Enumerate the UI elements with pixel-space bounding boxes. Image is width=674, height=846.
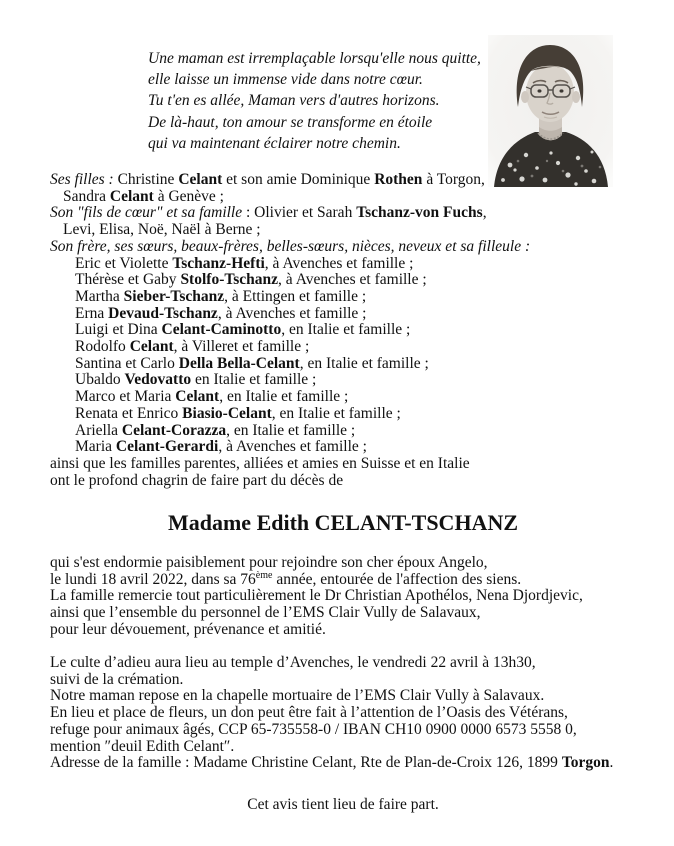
text-line: Levi, Elisa, Noë, Naël à Berne ;: [63, 221, 261, 239]
deceased-name-heading: Madame Edith CELANT-TSCHANZ: [167, 510, 519, 535]
text-line: Erna Devaud-Tschanz, à Avenches et famille ;: [75, 304, 367, 322]
text-line: Martha Sieber-Tschanz, à Ettingen et famille ;: [75, 287, 367, 305]
closing-line: Cet avis tient lieu de faire part.: [247, 796, 439, 813]
text-line: qui s'est endormie paisiblement pour rejoindre son cher époux Angelo,: [50, 554, 488, 571]
text-line: Tu t'en es allée, Maman vers d'autres horizons.: [148, 92, 440, 110]
text-line: Adresse de la famille : Madame Christine Celant, Rte de Plan-de-Croix 126, 1899 Torgon.: [50, 754, 614, 772]
family-announcement-block: [50, 172, 670, 489]
text-line: Renata et Enrico Biasio-Celant, en Italie et famille ;: [75, 404, 401, 422]
text-line: Son "fils de cœur" et sa famille : Olivier et Sarah Tschanz-von Fuchs,: [50, 204, 487, 222]
deceased-portrait-photo: [488, 35, 613, 187]
text-line: Thérèse et Gaby Stolfo-Tschanz, à Avenches et famille ;: [75, 271, 427, 289]
text-line: Luigi et Dina Celant-Caminotto, en Italie et famille ;: [75, 321, 411, 339]
text-line: Le culte d’adieu aura lieu au temple d’Avenches, le vendredi 22 avril à 13h30,: [50, 654, 536, 671]
text-line: qui va maintenant éclairer notre chemin.: [148, 134, 401, 152]
epigraph-poem: [148, 48, 481, 154]
text-line: refuge pour animaux âgés, CCP 65-735558-0 / IBAN CH10 0900 0000 6573 5558 0,: [50, 720, 577, 738]
text-line: ainsi que l’ensemble du personnel de l’EMS Clair Vully de Salavaux,: [50, 604, 481, 622]
text-line: mention ″deuil Edith Celant″.: [50, 737, 235, 755]
text-line: elle laisse un immense vide dans notre cœur.: [148, 71, 423, 89]
text-line: Notre maman repose en la chapelle mortuaire de l’EMS Clair Vully à Salavaux.: [50, 687, 545, 705]
text-line: Marco et Maria Celant, en Italie et famille ;: [75, 388, 349, 406]
ceremony-details-block: [50, 655, 670, 772]
text-line: Eric et Violette Tschanz-Hefti, à Avenches et famille ;: [75, 254, 414, 272]
text-line: pour leur dévouement, prévenance et amitié.: [50, 620, 326, 638]
text-line: ont le profond chagrin de faire part du décès de: [50, 471, 344, 489]
text-line: Ubaldo Vedovatto en Italie et famille ;: [75, 371, 317, 389]
text-line: En lieu et place de fleurs, un don peut être fait à l’attention de l’Oasis des Vétérans,: [50, 704, 568, 722]
text-line: La famille remercie tout particulièrement le Dr Christian Apothélos, Nena Djordjevic,: [50, 587, 583, 605]
text-line: le lundi 18 avril 2022, dans sa 76ème année, entourée de l'affection des siens.: [50, 569, 522, 588]
text-line: De là-haut, ton amour se transforme en étoile: [148, 113, 433, 131]
text-line: Santina et Carlo Della Bella-Celant, en Italie et famille ;: [75, 354, 429, 372]
text-line: Rodolfo Celant, à Villeret et famille ;: [75, 338, 310, 356]
text-line: Ses filles : Christine Celant et son amie Dominique Rothen à Torgon,: [50, 171, 485, 188]
text-line: ainsi que les familles parentes, alliées et amies en Suisse et en Italie: [50, 454, 470, 472]
text-line: Sandra Celant à Genève ;: [63, 187, 224, 205]
text-line: suivi de la crémation.: [50, 670, 184, 688]
text-line: Une maman est irremplaçable lorsqu'elle nous quitte,: [148, 50, 481, 67]
death-details-block: [50, 555, 670, 639]
text-line: Ariella Celant-Corazza, en Italie et famille ;: [75, 421, 356, 439]
text-line: Son frère, ses sœurs, beaux-frères, belles-sœurs, nièces, neveux et sa filleule :: [50, 237, 531, 255]
text-line: Maria Celant-Gerardi, à Avenches et famille ;: [75, 438, 367, 456]
